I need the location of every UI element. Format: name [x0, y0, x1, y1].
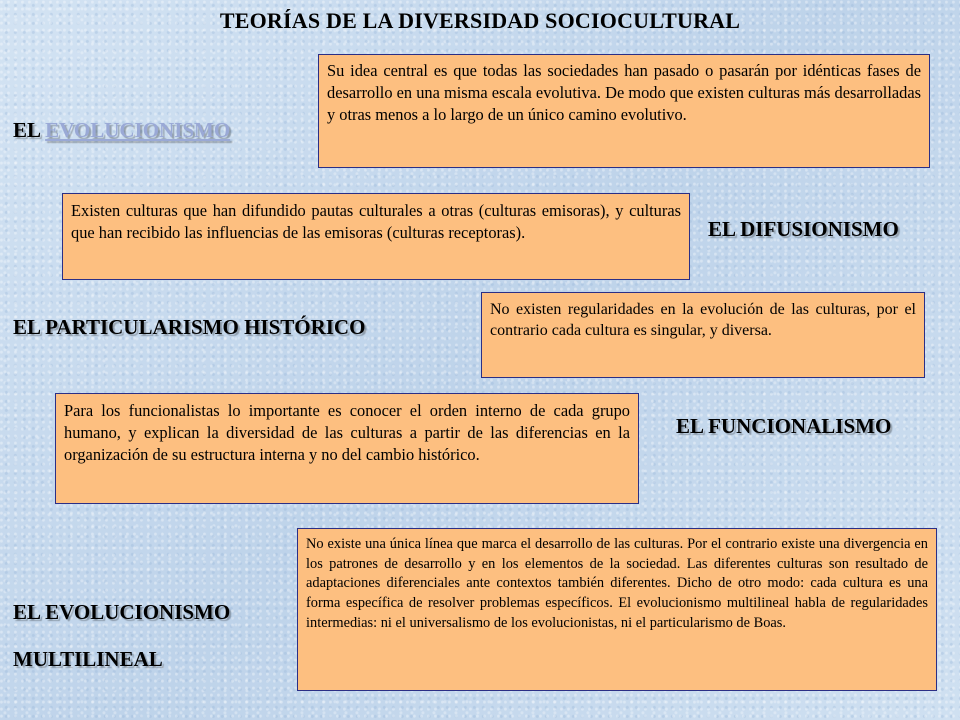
heading-difusionismo: EL DIFUSIONISMO — [708, 217, 899, 241]
difusionismo-description: Existen culturas que han difundido pautas culturales a otras (culturas emisoras), y culturas que han recibido las influencias de las emisoras (culturas receptoras). — [62, 193, 690, 280]
page-title: TEORÍAS DE LA DIVERSIDAD SOCIOCULTURAL — [219, 8, 741, 33]
particularismo-description: No existen regularidades en la evolución de las culturas, por el contrario cada cultura es singular, y diversa. — [481, 292, 925, 378]
evolucionismo-link[interactable]: EVOLUCIONISMO — [45, 118, 231, 142]
heading-multilineal-line2: MULTILINEAL — [13, 647, 163, 671]
heading-multilineal-line1: EL EVOLUCIONISMO — [13, 600, 231, 624]
evolucionismo-description: Su idea central es que todas las sociedades han pasado o pasarán por idénticas fases de desarrollo en una misma escala evolutiva. De modo que existen culturas más desarrolladas y otras menos a lo largo de un único camino evolutivo. — [318, 54, 930, 168]
heading-particularismo: EL PARTICULARISMO HISTÓRICO — [13, 315, 366, 339]
funcionalismo-description: Para los funcionalistas lo importante es conocer el orden interno de cada grupo humano, y explican la diversidad de las culturas a partir de las diferencias en la organización de su estructura interna y no del cambio histórico. — [55, 393, 639, 504]
heading-funcionalismo: EL FUNCIONALISMO — [676, 414, 892, 438]
multilineal-description: No existe una única línea que marca el desarrollo de las culturas. Por el contrario existe una divergencia en los patrones de desarrollo y en los elementos de la sociedad. Las diferentes culturas son resultado de adaptaciones diferenciales ante contextos también diferentes. Dicho de otro modo: cada cultura es una forma específica de resolver problemas específicos. El evolucionismo multilineal habla de regularidades intermedias: ni el universalismo de los evolucionistas, ni el particularismo de Boas. — [297, 528, 937, 691]
heading-evolucionismo — [13, 118, 230, 143]
heading-evolucionismo-prefix: EL — [13, 118, 46, 142]
